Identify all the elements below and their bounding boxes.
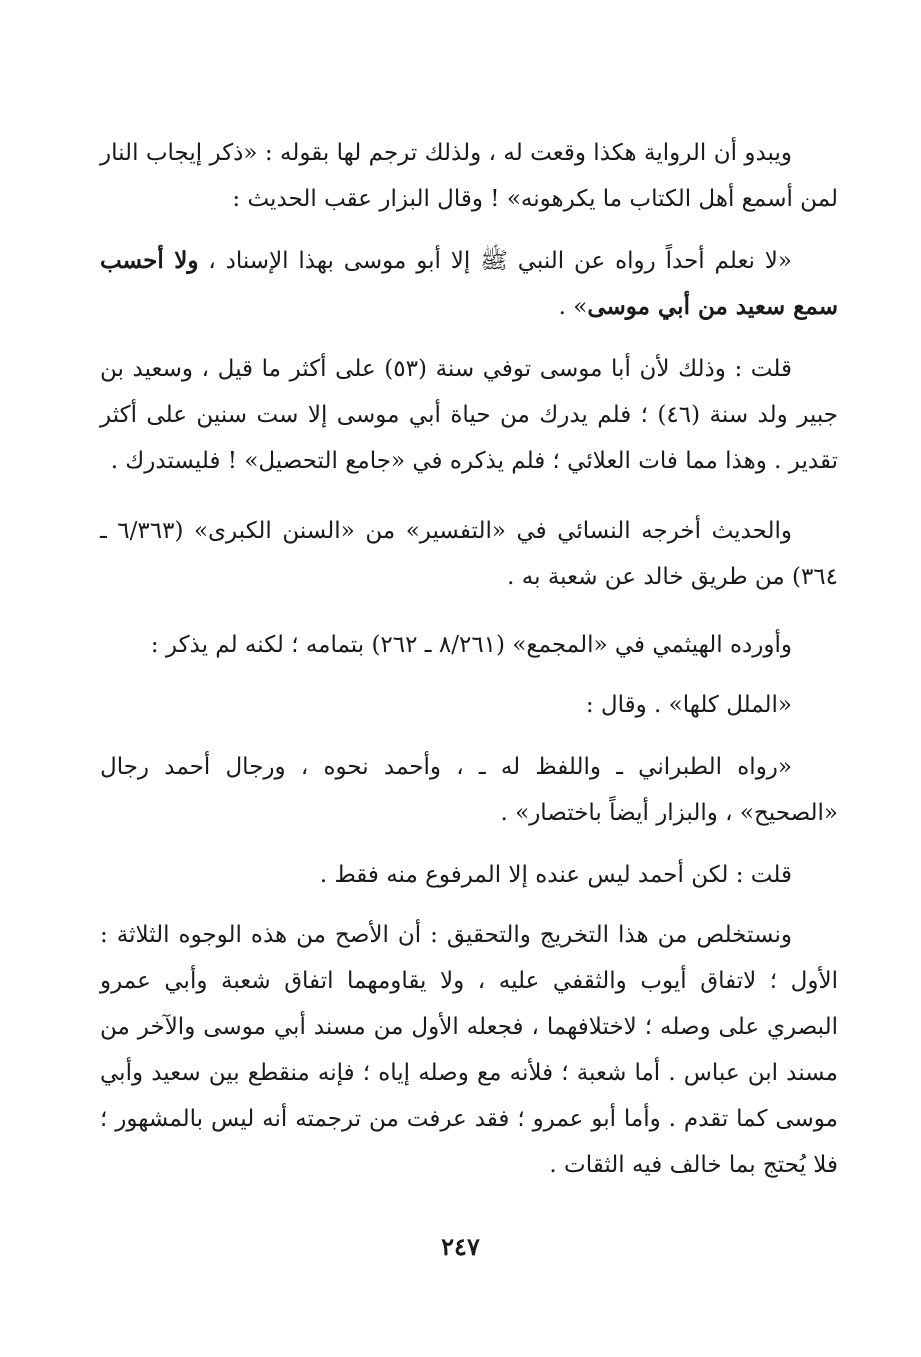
- paragraph-5: وأورده الهيثمي في «المجمع» (٨/٢٦١ ـ ٢٦٢) بتمامه ؛ لكنه لم يذكر :: [150, 632, 792, 658]
- paragraph-3: قلت : وذلك لأن أبا موسى توفي سنة (٥٣) على أكثر ما قيل ، وسعيد بن جبير ولد سنة (٤٦) ؛ فلم يدرك من حياة أبي موسى إلا ست سنين على أكثر تقدير . وهذا مما فات العلائي ؛ فلم يذكره في «جامع التحصيل» ! فليستدرك .: [100, 356, 838, 474]
- paragraph-1: ويبدو أن الرواية هكذا وقعت له ، ولذلك ترجم لها بقوله : «ذكر إيجاب النار لمن أسمع أهل الكتاب ما يكرهونه» ! وقال البزار عقب الحديث :: [100, 140, 838, 212]
- paragraph-7-quote: «رواه الطبراني ـ واللفظ له ـ ، وأحمد نحوه ، ورجال أحمد رجال «الصحيح» ، والبزار أيضاً باختصار» .: [100, 754, 838, 826]
- paragraph-6: «الملل كلها» . وقال :: [585, 692, 792, 718]
- paragraph-8: قلت : لكن أحمد ليس عنده إلا المرفوع منه فقط .: [319, 862, 792, 888]
- paragraph-9: ونستخلص من هذا التخريج والتحقيق : أن الأصح من هذه الوجوه الثلاثة : الأول ؛ لاتفاق أيوب والثقفي عليه ، ولا يقاومهما اتفاق شعبة وأبي عمرو البصري على وصله ؛ لاختلافهما ، فجعله الأول من مسند أبي موسى والآخر من مسند ابن عباس . أما شعبة ؛ فلأنه مع وصله إياه ؛ فإنه منقطع بين سعيد وأبي موسى كما تقدم . وأما أبو عمرو ؛ فقد عرفت من ترجمته أنه ليس بالمشهور ؛ فلا يُحتج بما خالف فيه الثقات .: [100, 922, 838, 1178]
- quote-bold-text: ولا أحسب سمع سعيد من أبي موسى: [100, 247, 838, 320]
- quote-text: «لا نعلم أحداً رواه عن النبي ﷺ إلا أبو موسى بهذا الإسناد ،: [198, 248, 792, 274]
- paragraph-2-quote: [100, 238, 838, 330]
- paragraph-4: والحديث أخرجه النسائي في «التفسير» من «السنن الكبرى» (٦/٣٦٣ ـ ٣٦٤) من طريق خالد عن شعبة به .: [100, 518, 838, 590]
- page-number: ٢٤٧: [441, 1232, 480, 1261]
- quote-end: » .: [558, 294, 588, 320]
